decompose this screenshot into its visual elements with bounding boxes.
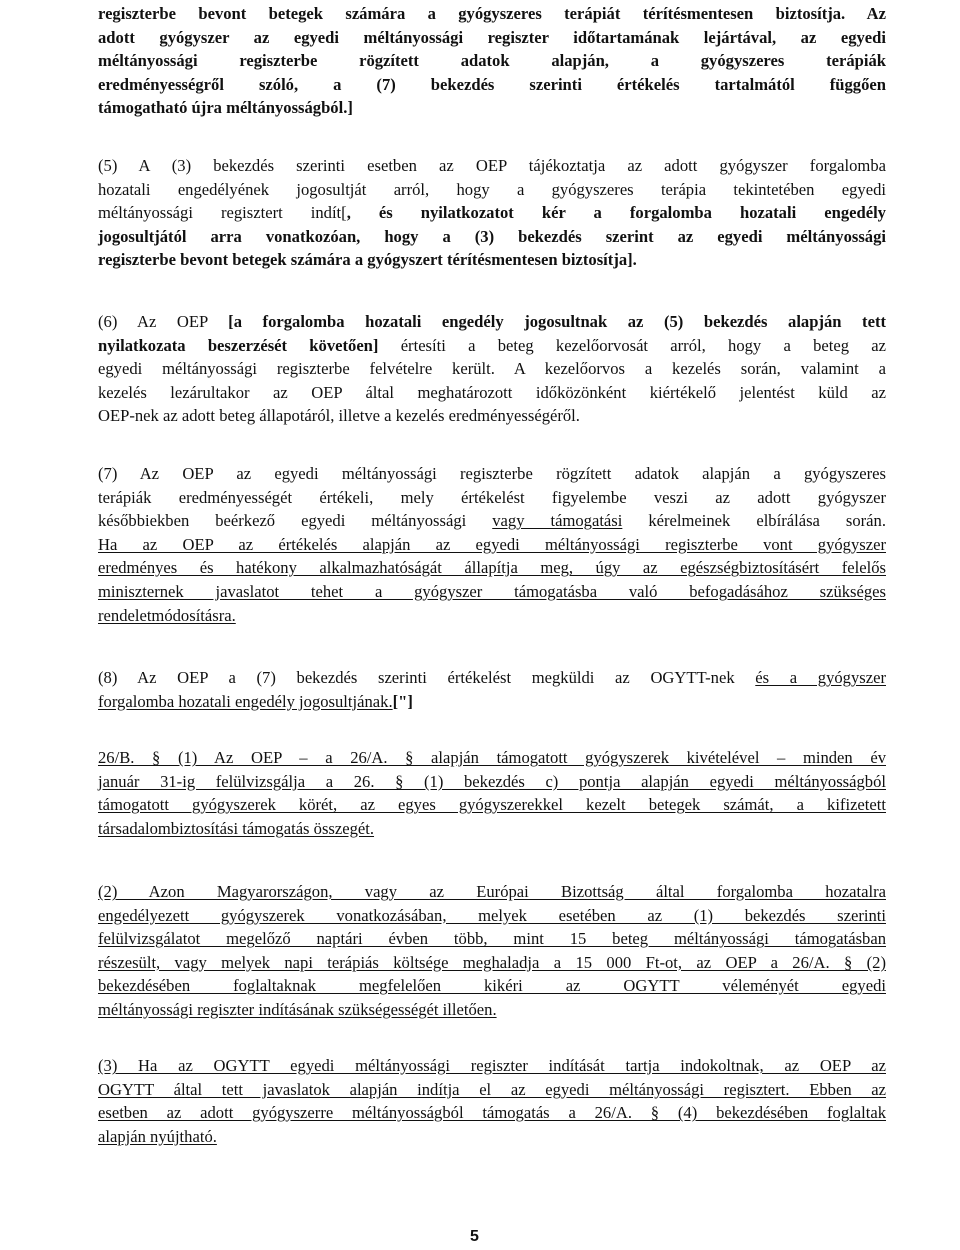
text-line: későbbiekben beérkező egyedi méltányossági vagy támogatási kérelmeinek elbírálása során.: [98, 511, 886, 531]
text-line: (5) A (3) bekezdés szerinti esetben az OEP tájékoztatja az adott gyógyszer forgalomba: [98, 156, 886, 175]
text-line: OGYTT által tett javaslatok alapján indítja el az egyedi méltányossági regisztert. Ebben az: [98, 1079, 886, 1099]
text-line: egyedi méltányossági regiszterbe felvételre került. A kezelőorvos a kezelés során, valamint a: [98, 359, 886, 379]
text-line: társadalombiztosítási támogatás összegét.: [98, 818, 375, 838]
text-line: (6) Az OEP [a forgalomba hozatali engedély jogosultnak az (5) bekezdés alapján tett: [98, 312, 886, 331]
text-line: méltányossági regiszter indításának szükségességét illetően.: [98, 999, 497, 1019]
paragraph-continuation: [98, 2, 886, 120]
text-line: bekezdésében foglaltaknak megfelelően kikéri az OGYTT véleményét egyedi: [98, 976, 886, 996]
text-line: regiszterbe bevont betegek számára a gyógyszert térítésmentesen biztosítja].: [98, 250, 637, 270]
text-line: engedélyezett gyógyszerek vonatkozásában, melyek esetében az (1) bekezdés szerinti: [98, 905, 886, 925]
paragraph-5: [98, 154, 886, 272]
text-line: Ha az OEP az értékelés alapján az egyedi méltányossági regiszterbe vont gyógyszer: [98, 534, 886, 554]
text-line: OEP-nek az adott beteg állapotáról, illetve a kezelés eredményességéről.: [98, 406, 580, 426]
text-line: (7) Az OEP az egyedi méltányossági regiszterbe rögzített adatok alapján a gyógyszeres: [98, 464, 886, 483]
text-line: hozatali engedélyének jogosultját arról, hogy a gyógyszeres terápia tekintetében egyedi: [98, 179, 886, 199]
text-line: terápiák eredményességét értékeli, mely értékelést figyelembe veszi az adott gyógyszer: [98, 487, 886, 507]
text-line: január 31-ig felülvizsgálja a 26. § (1) bekezdés c) pontja alapján egyedi méltányosságból: [98, 771, 886, 791]
text-line: eredményességről szóló, a (7) bekezdés szerinti értékelés tartalmától függően: [98, 74, 886, 94]
text-line: forgalomba hozatali engedély jogosultjának.["]: [98, 691, 413, 711]
paragraph-7: [98, 462, 886, 627]
text-line: jogosultjától arra vonatkozóan, hogy a (3) bekezdés szerint az egyedi méltányossági: [98, 226, 886, 246]
section-26b-2: [98, 880, 886, 1022]
section-26b-3: [98, 1054, 886, 1148]
text-line: nyilatkozata beszerzését követően] értesíti a beteg kezelőorvosát arról, hogy a beteg az: [98, 335, 886, 355]
paragraph-6: [98, 310, 886, 428]
page-number: 5: [470, 1228, 479, 1245]
text-line: támogatható újra méltányosságból.]: [98, 98, 353, 118]
text-line: kezelés lezárultakor az OEP által meghatározott időközönként kiértékelő jelentést küld az: [98, 382, 886, 402]
text-line: alapján nyújtható.: [98, 1126, 217, 1146]
text-line: (8) Az OEP a (7) bekezdés szerinti értékelést megküldi az OGYTT-nek és a gyógyszer: [98, 668, 886, 687]
text-line: (2) Azon Magyarországon, vagy az Európai Bizottság által forgalomba hozatalra: [98, 882, 886, 901]
text-line: miniszternek javaslatot tehet a gyógyszer támogatásba való befogadásához szükséges: [98, 581, 886, 601]
text-line: adott gyógyszer az egyedi méltányossági regiszter időtartamának lejártával, az egyedi: [98, 27, 886, 47]
text-line: felülvizsgálatot megelőző naptári évben több, mint 15 beteg méltányossági támogatásban: [98, 929, 886, 949]
text-line: méltányossági regiszterbe rögzített adatok alapján, a gyógyszeres terápiák: [98, 51, 886, 71]
text-line: rendeletmódosításra.: [98, 605, 236, 625]
text-line: regiszterbe bevont betegek számára a gyógyszeres terápiát térítésmentesen biztosítja. Az: [98, 4, 886, 23]
text-line: (3) Ha az OGYTT egyedi méltányossági regiszter indítását tartja indokoltnak, az OEP az: [98, 1056, 886, 1075]
text-line: méltányossági regisztert indít[, és nyilatkozatot kér a forgalomba hozatali engedély: [98, 203, 886, 223]
text-line: részesült, vagy melyek napi terápiás költsége meghaladja a 15 000 Ft-ot, az OEP a 26/A. § (2): [98, 952, 886, 972]
paragraph-8: [98, 666, 886, 713]
text-line: eredményes és hatékony alkalmazhatóságát állapítja meg, úgy az egészségbiztosításért felelős: [98, 558, 886, 578]
section-26b-1: [98, 746, 886, 840]
text-line: esetben az adott gyógyszerre méltányosságból támogatás a 26/A. § (4) bekezdésében foglaltak: [98, 1103, 886, 1123]
text-line: támogatott gyógyszerek körét, az egyes gyógyszerekkel kezelt betegek számát, a kifizetett: [98, 795, 886, 815]
text-line: 26/B. § (1) Az OEP – a 26/A. § alapján támogatott gyógyszerek kivételével – minden év: [98, 748, 886, 767]
